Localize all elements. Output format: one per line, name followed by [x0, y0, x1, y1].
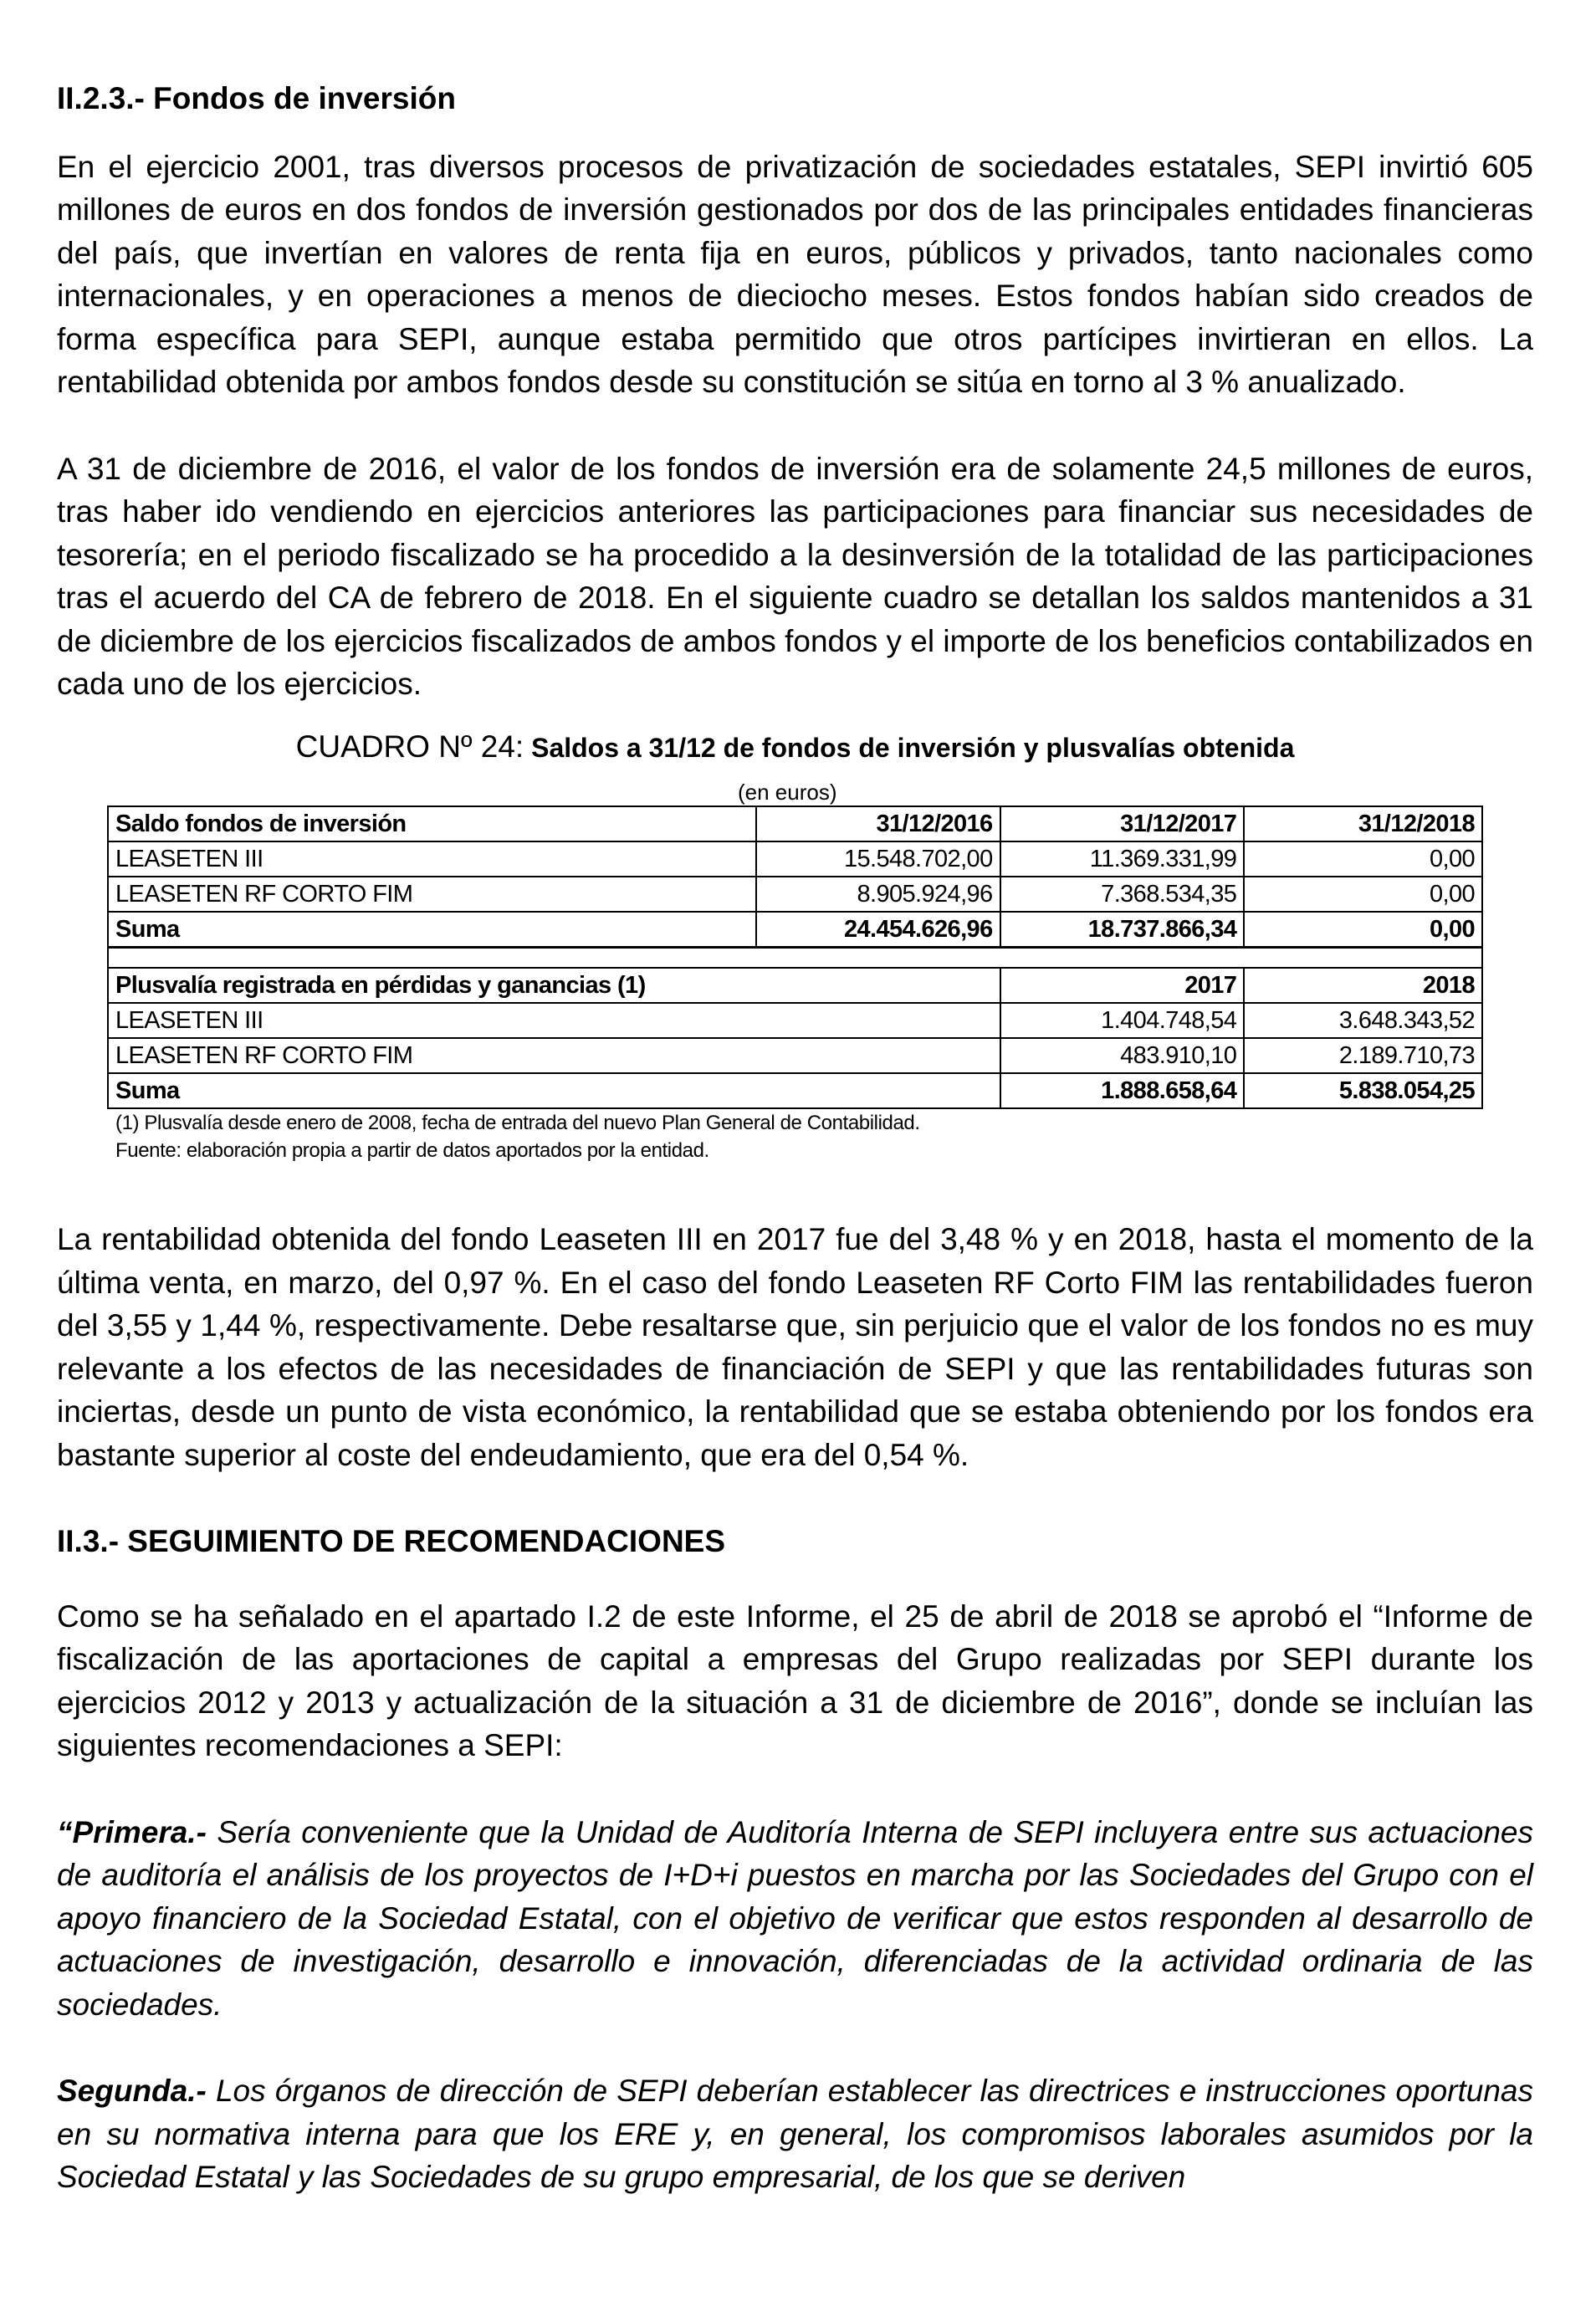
- table-total-row: [108, 1073, 1482, 1108]
- table-unit: (en euros): [738, 779, 837, 805]
- paragraph-fund-history: En el ejercicio 2001, tras diversos procesos de privatización de sociedades estatales, SEPI invirtió 605 millones de euros en dos fondos de inversión gestionados por dos de las principales entidades financieras del país, que invertían en valores de renta fija en euros, públicos y privados, tanto nacionales como internacionales, y en operaciones a menos de dieciocho meses. Estos fondos habían sido creados de forma específica para SEPI, aunque estaba permitido que otros partícipes invirtieran en ellos. La rentabilidad obtenida por ambos fondos desde su constitución se sitúa en torno al 3 % anualizado.: [57, 149, 1533, 399]
- row-value: 483.910,10: [1000, 1038, 1245, 1073]
- row-label: LEASETEN III: [108, 1003, 1000, 1038]
- table-header-row: [108, 968, 1482, 1003]
- row-value: 15.548.702,00: [756, 841, 1000, 877]
- total-value: 1.888.658,64: [1000, 1073, 1245, 1108]
- fund-balances-table: [107, 806, 1483, 968]
- total-label: Suma: [108, 1073, 1000, 1108]
- table-caption: [57, 728, 1533, 767]
- table-row: [108, 841, 1482, 877]
- section-heading-investment-funds: II.2.3.- Fondos de inversión: [57, 81, 456, 115]
- total-value: 24.454.626,96: [756, 912, 1000, 948]
- table-row: [108, 877, 1482, 912]
- row-label: LEASETEN RF CORTO FIM: [108, 1038, 1000, 1073]
- header-cell: 2018: [1244, 968, 1482, 1003]
- recommendation-first-label: “Primera.-: [57, 1814, 207, 1849]
- table-header-row: [108, 806, 1482, 841]
- capital-gains-table: [107, 967, 1483, 1109]
- total-value: 5.838.054,25: [1244, 1073, 1482, 1108]
- table-row: [108, 1003, 1482, 1038]
- table-row: [108, 1038, 1482, 1073]
- row-label: LEASETEN RF CORTO FIM: [108, 877, 756, 912]
- total-value: 0,00: [1244, 912, 1482, 948]
- table-source: Fuente: elaboración propia a partir de datos aportados por la entidad.: [115, 1139, 709, 1162]
- row-value: 1.404.748,54: [1000, 1003, 1245, 1038]
- section-heading-recommendations: II.3.- SEGUIMIENTO DE RECOMENDACIONES: [57, 1524, 726, 1558]
- header-cell: 31/12/2016: [756, 806, 1000, 841]
- paragraph-fund-returns: La rentabilidad obtenida del fondo Leaseten III en 2017 fue del 3,48 % y en 2018, hasta el momento de la última venta, en marzo, del 0,97 %. En el caso del fondo Leaseten RF Corto FIM las rentabilidades fueron del 3,55 y 1,44 %, respectivamente. Debe resaltarse que, sin perjuicio que el valor de los fondos no es muy relevante a los efectos de las necesidades de financiación de SEPI y que las rentabilidades futuras son inciertas, desde un punto de vista económico, la rentabilidad que se estaba obteniendo por los fondos era bastante superior al coste del endeudamiento, que era del 0,54 %.: [57, 1222, 1533, 1472]
- recommendation-first-text: Sería conveniente que la Unidad de Auditoría Interna de SEPI incluyera entre sus actuaciones de auditoría el análisis de los proyectos de I+D+i puestos en marcha por las Sociedades del Grupo con el apoyo financiero de la Sociedad Estatal, con el objetivo de verificar que estos responden al desarrollo de actuaciones de investigación, desarrollo e innovación, diferenciadas de la actividad ordinaria de las sociedades.: [57, 1814, 1533, 2022]
- row-value: 7.368.534,35: [1000, 877, 1245, 912]
- table-spacer-row: [108, 947, 1482, 967]
- recommendation-second-text: Los órganos de dirección de SEPI deberían establecer las directrices e instrucciones oportunas en su normativa interna para que los ERE y, en general, los compromisos laborales asumidos por la Sociedad Estatal y las Sociedades de su grupo empresarial, de los que se deriven: [57, 2074, 1533, 2194]
- header-cell: 31/12/2018: [1244, 806, 1482, 841]
- total-value: 18.737.866,34: [1000, 912, 1245, 948]
- total-label: Suma: [108, 912, 756, 948]
- row-value: 8.905.924,96: [756, 877, 1000, 912]
- recommendation-second: [57, 2069, 1533, 2199]
- document-page: [57, 77, 1533, 2243]
- row-label: LEASETEN III: [108, 841, 756, 877]
- row-value: 11.369.331,99: [1000, 841, 1245, 877]
- recommendation-first: [57, 1811, 1533, 2027]
- table-total-row: [108, 912, 1482, 948]
- table-footnote: (1) Plusvalía desde enero de 2008, fecha de entrada del nuevo Plan General de Contabilidad.: [115, 1112, 920, 1134]
- header-cell: 2017: [1000, 968, 1245, 1003]
- header-cell: Plusvalía registrada en pérdidas y ganancias (1): [108, 968, 1000, 1003]
- paragraph-fund-value-2016: A 31 de diciembre de 2016, el valor de los fondos de inversión era de solamente 24,5 millones de euros, tras haber ido vendiendo en ejercicios anteriores las participaciones para financiar sus necesidades de tesorería; en el periodo fiscalizado se ha procedido a la desinversión de la totalidad de las participaciones tras el acuerdo del CA de febrero de 2018. En el siguiente cuadro se detallan los saldos mantenidos a 31 de diciembre de los ejercicios fiscalizados de ambos fondos y el importe de los beneficios contabilizados en cada uno de los ejercicios.: [57, 451, 1533, 701]
- recommendation-second-label: Segunda.-: [57, 2074, 207, 2108]
- header-cell: 31/12/2017: [1000, 806, 1245, 841]
- row-value: 3.648.343,52: [1244, 1003, 1482, 1038]
- table-notes: [57, 1109, 1533, 1164]
- paragraph-recommendations-intro: Como se ha señalado en el apartado I.2 de este Informe, el 25 de abril de 2018 se aprobó el “Informe de fiscalización de las aportaciones de capital a empresas del Grupo realizadas por SEPI durante los ejercicios 2012 y 2013 y actualización de la situación a 31 de diciembre de 2016”, donde se incluían las siguientes recomendaciones a SEPI:: [57, 1598, 1533, 1762]
- table-caption-number: CUADRO Nº 24:: [295, 729, 524, 764]
- row-value: 0,00: [1244, 841, 1482, 877]
- row-value: 2.189.710,73: [1244, 1038, 1482, 1073]
- header-cell: Saldo fondos de inversión: [108, 806, 756, 841]
- table-caption-title: Saldos a 31/12 de fondos de inversión y plusvalías obtenida: [524, 732, 1295, 763]
- row-value: 0,00: [1244, 877, 1482, 912]
